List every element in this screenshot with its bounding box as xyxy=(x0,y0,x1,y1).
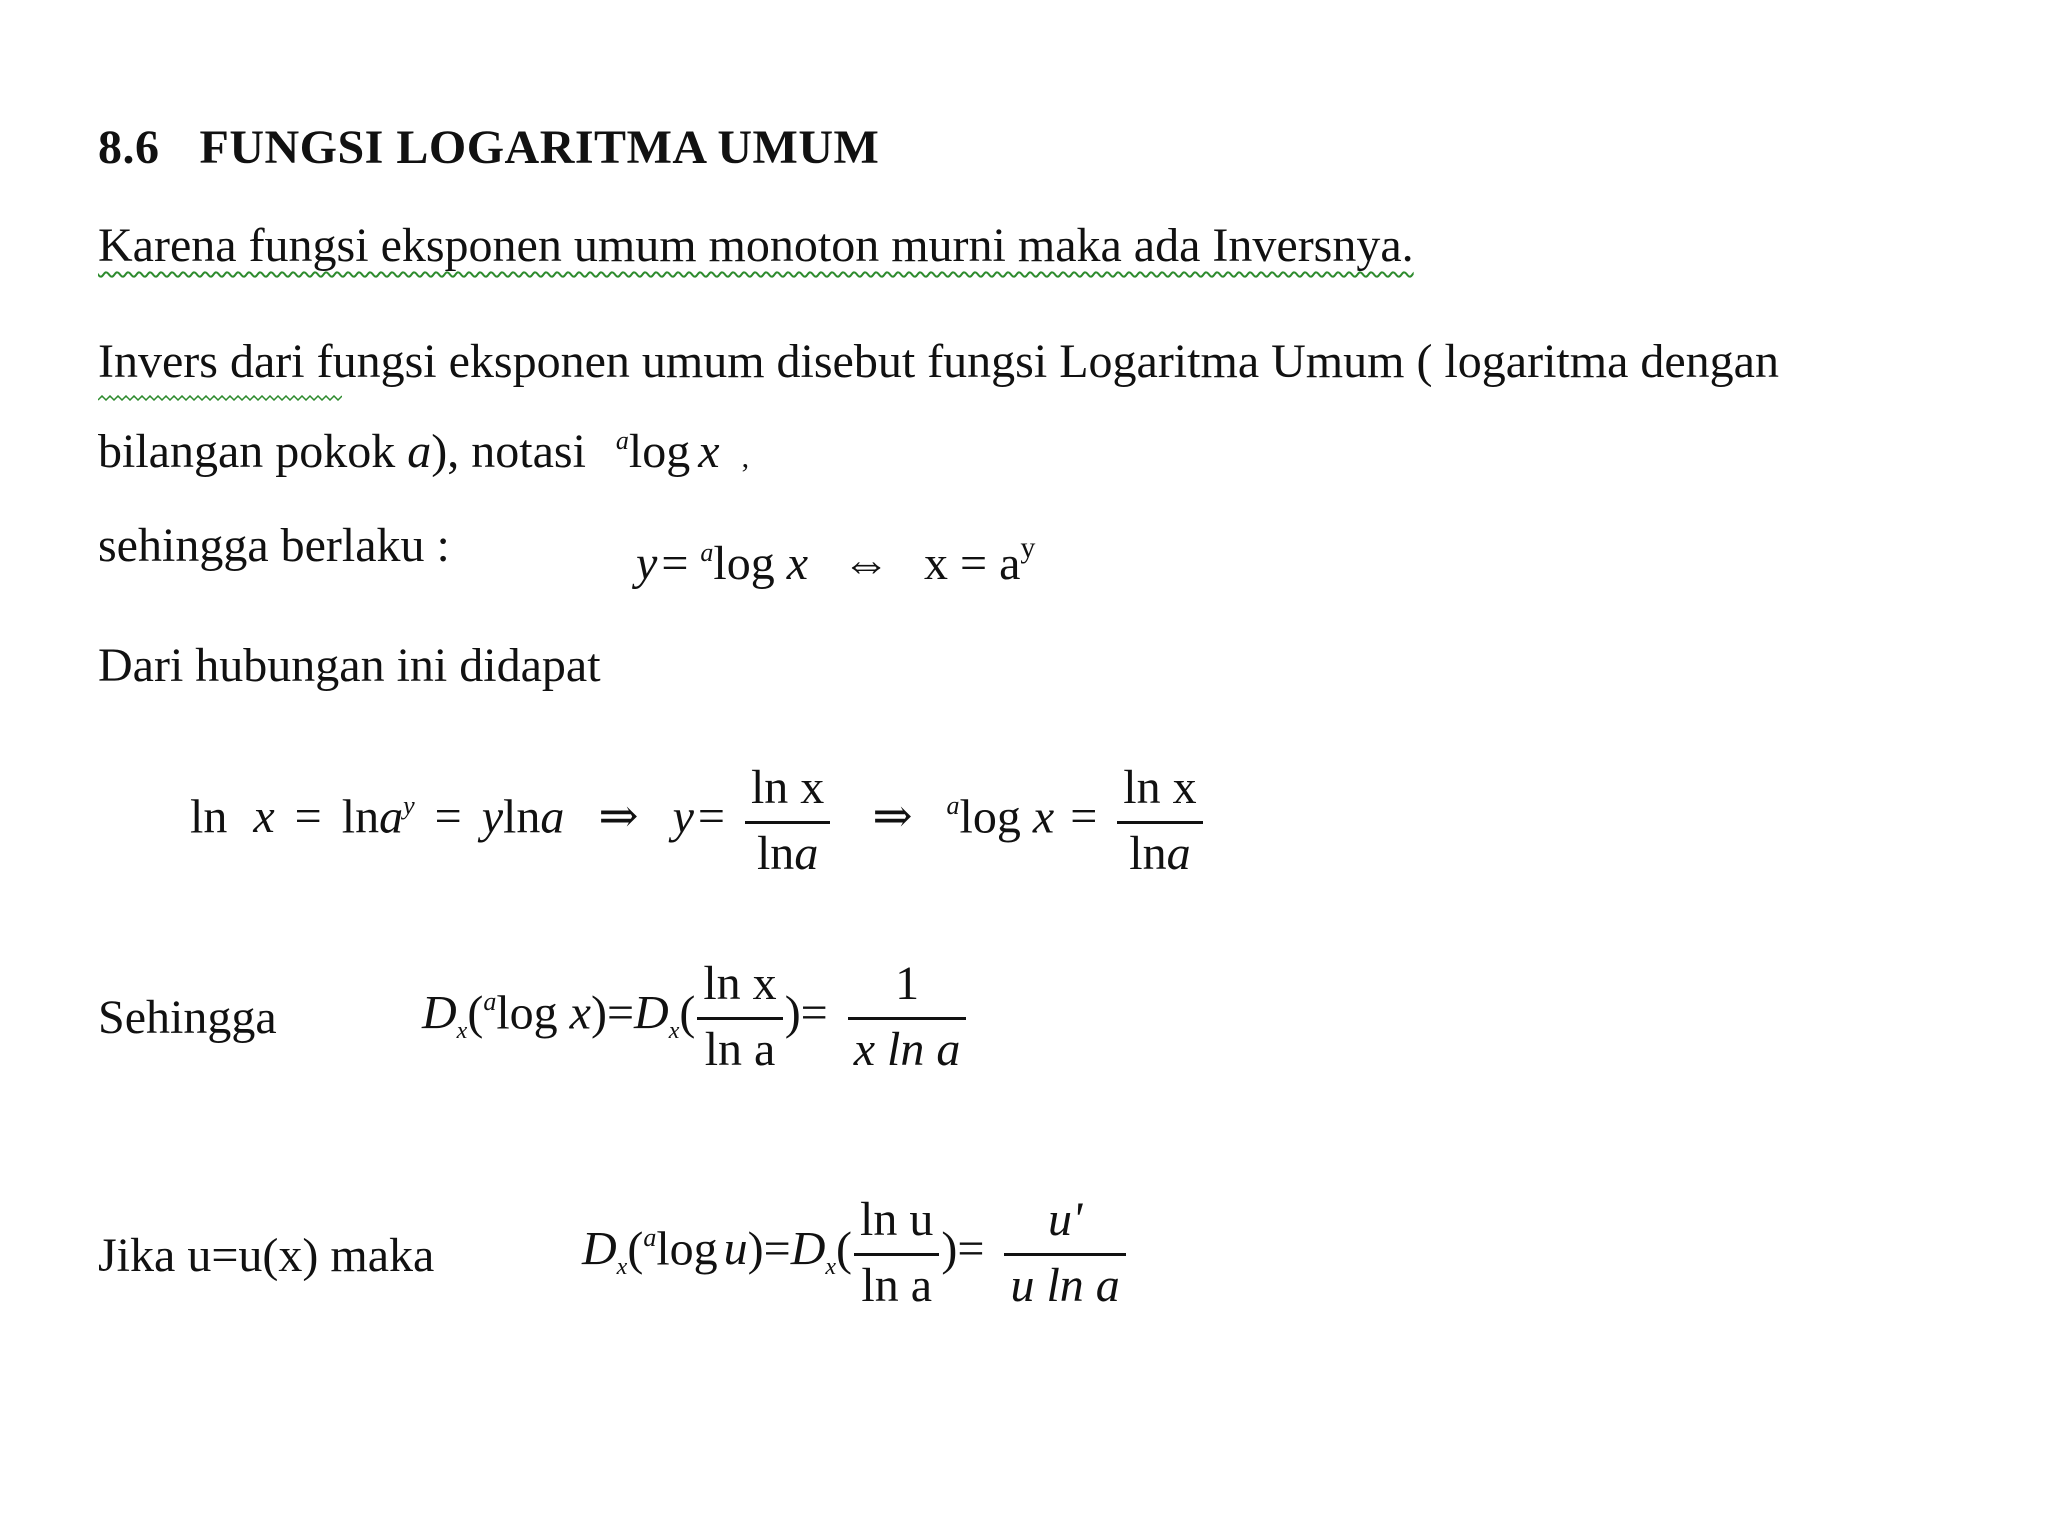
implies-symbol-1: ⇒ xyxy=(598,790,639,844)
sehingga-frac-2-den: x ln a xyxy=(853,1022,961,1076)
jika-eq-1: = xyxy=(763,1222,791,1276)
frac2-numerator: ln x xyxy=(1117,762,1202,824)
relation-rhs: x = a xyxy=(924,537,1021,590)
jika-log: log xyxy=(656,1222,718,1276)
jika-paren-open-2: ( xyxy=(836,1222,853,1276)
section-heading xyxy=(98,120,879,175)
derivative-D: D xyxy=(422,986,457,1040)
frac-den-ln: ln xyxy=(756,826,795,880)
deriv-y-lhs: y xyxy=(672,790,694,844)
jika-eq-2: = xyxy=(957,1222,985,1276)
sehingga-text: Sehingga xyxy=(98,991,277,1044)
sehingga-eq-2: = xyxy=(800,986,828,1040)
spellcheck-underline xyxy=(98,388,342,394)
deriv-eq-1: = xyxy=(294,790,322,844)
sehingga-frac-1-den: ln a xyxy=(704,1022,776,1076)
deriv-log: log xyxy=(959,790,1021,844)
frac2-den-ln: ln xyxy=(1129,826,1167,880)
sehingga-eq-1: = xyxy=(606,986,635,1040)
deriv-ln-a: ln xyxy=(341,790,380,844)
sehingga-base: a xyxy=(483,987,497,1017)
jika-frac-1 xyxy=(854,1194,939,1313)
relation-base: a xyxy=(700,538,714,567)
sehingga-frac-2 xyxy=(848,958,967,1077)
deriv-log-base: a xyxy=(946,791,960,821)
derivative-D-2: D xyxy=(634,986,669,1040)
relation-eq: = xyxy=(661,537,689,590)
jika-formula xyxy=(582,1194,1134,1313)
deriv-ln: ln xyxy=(190,790,228,844)
deriv-eq-2: = xyxy=(434,790,462,844)
derivative-sub-2: x xyxy=(668,1018,680,1045)
derivation-formula xyxy=(190,762,1211,881)
paragraph-2-line-1-text: Invers dari fungsi eksponen umum disebut fungsi Logaritma Umum ( logaritma dengan xyxy=(98,335,1779,388)
frac-denominator xyxy=(745,824,830,881)
deriv-a-2: a xyxy=(540,790,565,844)
paragraph-2-line-2-prefix: bilangan pokok xyxy=(98,425,396,478)
section-title: FUNGSI LOGARITMA UMUM xyxy=(199,121,880,174)
section-number: 8.6 xyxy=(98,121,160,174)
jika-label xyxy=(98,1229,435,1282)
jika-sub: x xyxy=(616,1254,628,1281)
jika-frac-1-num: ln u xyxy=(854,1194,939,1256)
jika-D-2: D xyxy=(790,1222,826,1276)
paragraph-4-text: Dari hubungan ini didapat xyxy=(98,639,601,692)
jika-frac-1-den: ln a xyxy=(861,1258,933,1312)
jika-paren-close-2: ) xyxy=(941,1222,958,1276)
iff-symbol: ⇔ xyxy=(842,537,891,590)
notation-comma: , xyxy=(741,441,750,474)
log-base: a xyxy=(615,426,629,455)
relation-exponent: y xyxy=(1020,531,1036,564)
deriv-eq-3: = xyxy=(697,790,725,844)
sehingga-frac-1 xyxy=(697,958,782,1077)
relation-x: x xyxy=(786,537,809,590)
jika-paren-open: ( xyxy=(627,1222,644,1276)
base-variable: a xyxy=(407,425,432,478)
paren-open-2: ( xyxy=(679,986,696,1040)
paren-close: ) xyxy=(590,986,607,1040)
paragraph-2-line-2-suffix: ), notasi xyxy=(431,425,586,478)
jika-paren-close: ) xyxy=(747,1222,764,1276)
fraction-ln-x-over-ln-a xyxy=(745,762,830,881)
deriv-log-x: x xyxy=(1032,790,1055,844)
frac2-den-a: a xyxy=(1166,826,1191,880)
sehingga-x: x xyxy=(569,986,591,1040)
log-notation xyxy=(616,425,749,478)
derivative-sub: x xyxy=(456,1018,468,1045)
relation-label: sehingga berlaku : xyxy=(98,519,450,572)
log-variable: x xyxy=(698,425,720,478)
jika-frac-2 xyxy=(1004,1194,1125,1313)
implies-symbol-2: ⇒ xyxy=(872,790,913,844)
paren-open: ( xyxy=(467,986,484,1040)
deriv-ln-2: ln xyxy=(503,790,541,844)
paragraph-3-label xyxy=(98,519,450,572)
deriv-y: y xyxy=(481,790,504,844)
jika-D: D xyxy=(582,1222,617,1276)
deriv-a: a xyxy=(379,790,404,844)
frac-den-a: a xyxy=(794,826,819,880)
paren-close-2: ) xyxy=(784,986,801,1040)
jika-text: Jika u=u(x) maka xyxy=(98,1229,435,1282)
paragraph-1-text: Karena fungsi eksponen umum monoton murni maka ada Inversnya. xyxy=(98,219,1414,272)
deriv-exp-y: y xyxy=(403,791,415,821)
deriv-x: x xyxy=(253,790,275,844)
paragraph-2-line-2 xyxy=(98,425,750,478)
frac-numerator: ln x xyxy=(745,762,830,824)
paragraph-4 xyxy=(98,639,601,692)
jika-u: u xyxy=(723,1222,748,1276)
fraction-ln-x-over-ln-a-2 xyxy=(1117,762,1202,881)
sehingga-frac-1-num: ln x xyxy=(697,958,782,1020)
sehingga-log: log xyxy=(496,986,558,1040)
jika-base: a xyxy=(643,1223,657,1253)
spellcheck-squiggle-icon xyxy=(98,395,342,401)
relation-log: log xyxy=(713,537,775,590)
sehingga-frac-2-num: 1 xyxy=(848,958,967,1020)
jika-frac-2-den: u ln a xyxy=(1010,1258,1120,1312)
paragraph-2-line-1 xyxy=(98,335,1779,388)
relation-y: y xyxy=(636,537,658,590)
sehingga-formula xyxy=(422,958,974,1077)
relation-formula xyxy=(636,531,1036,591)
deriv-eq-4: = xyxy=(1070,790,1098,844)
log-word: log xyxy=(628,425,691,478)
paragraph-1 xyxy=(98,219,1414,272)
jika-frac-2-num: u' xyxy=(1004,1194,1125,1256)
jika-sub-2: x xyxy=(825,1254,837,1281)
sehingga-label xyxy=(98,991,277,1044)
frac2-denominator xyxy=(1117,824,1202,881)
